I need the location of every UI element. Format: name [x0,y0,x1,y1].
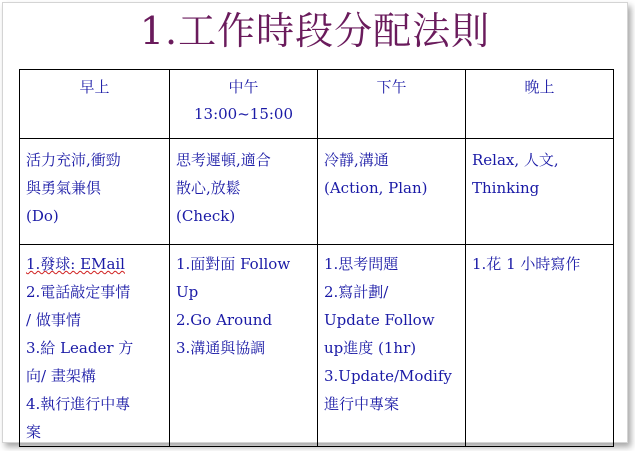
cell-line: 2.電話敲定事情 [26,283,131,301]
slide-title: 1.工作時段分配法則 [139,9,491,53]
header-label: 下午 [376,78,407,96]
cell-line: 1.面對面 Follow [176,255,291,273]
cell-line: 與勇氣兼俱 [26,179,102,197]
cell-line: 4.執行進行中專 [26,395,131,413]
header-row [20,70,614,139]
cell-line: 散心,放鬆 [176,179,241,197]
cell-line: (Action, Plan) [324,179,428,197]
header-label: 早上 [79,78,110,96]
cell-line: 1.思考問題 [324,255,399,273]
mood-row [20,139,614,245]
header-cell-evening [466,70,614,139]
cell-line: 案 [26,423,42,441]
header-label: 晚上 [524,78,555,96]
tasks-cell-noon [170,245,318,447]
cell-line: 活力充沛,衝勁 [26,151,121,169]
cell-line: 向/ 畫架構 [26,367,96,385]
header-time-range: 13:00~15:00 [193,105,294,123]
header-cell-afternoon [318,70,466,139]
cell-line: 進行中專案 [324,395,400,413]
cell-line: 2.Go Around [176,311,273,329]
cell-line: 1.花 1 小時寫作 [472,255,581,273]
tasks-cell-morning [20,245,170,447]
schedule-table [19,69,614,447]
slide [2,2,628,443]
tasks-cell-evening [466,245,614,447]
tasks-row [20,245,614,447]
cell-line: Thinking [472,179,540,197]
cell-line: up進度 (1hr) [324,339,417,357]
cell-line: (Check) [176,207,236,225]
mood-cell-afternoon [318,139,466,245]
header-cell-morning [20,70,170,139]
cell-line: Relax, 人文, [472,151,559,169]
mood-cell-evening [466,139,614,245]
mood-cell-noon [170,139,318,245]
cell-line: 冷靜,溝通 [324,151,389,169]
mood-cell-morning [20,139,170,245]
cell-line: 2.寫計劃/ [324,283,389,301]
cell-line: 3.溝通與協調 [176,339,266,357]
cell-line: (Do) [26,207,59,225]
cell-line: 1.發球: EMail [26,255,125,273]
cell-line: 3.給 Leader 方 [26,339,134,357]
tasks-cell-afternoon [318,245,466,447]
header-cell-noon [170,70,318,139]
header-label: 中午 [228,78,259,96]
cell-line: Update Follow [324,311,435,329]
cell-line: 3.Update/Modify [324,367,452,385]
cell-line: / 做事情 [26,311,81,329]
cell-line: 思考遲頓,適合 [176,151,271,169]
cell-line: Up [176,283,199,301]
